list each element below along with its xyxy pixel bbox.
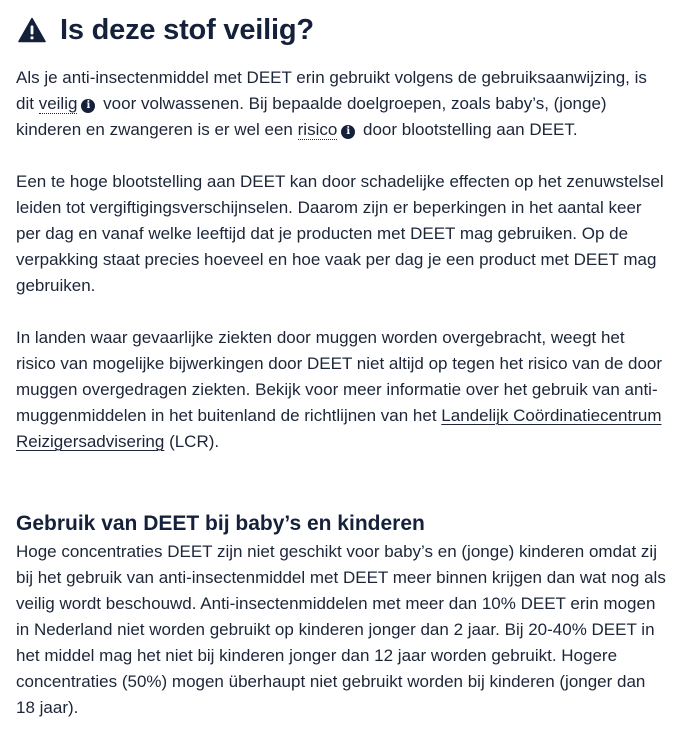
intro-paragraph <box>16 65 668 143</box>
subsection-title: Gebruik van DEET bij baby’s en kinderen <box>16 512 425 535</box>
page-title: Is deze stof veilig? <box>60 13 314 46</box>
section-header <box>16 0 668 60</box>
lcr-link[interactable]: Landelijk Coördinatiecentrum Reizigersadvisering <box>16 406 662 451</box>
subsection-header <box>16 509 668 539</box>
intro-text-3: door blootstelling aan DEET. <box>358 120 578 139</box>
spacer <box>16 143 668 169</box>
info-icon[interactable]: i <box>81 99 95 113</box>
exposure-paragraph: Een te hoge blootstelling aan DEET kan door schadelijke effecten op het zenuwstelsel leiden tot vergiftigingsverschijnselen. Daarom zijn er beperkingen in het aantal keer per dag en vanaf welke leeftijd dat je producten met DEET mag gebruiken. Op de verpakking staat precies hoeveel en hoe vaak per dag je een product met DEET mag gebruiken. <box>16 172 664 295</box>
travel-paragraph <box>16 325 668 455</box>
travel-text-2: (LCR). <box>164 432 220 451</box>
intro-text-2: voor volwassenen. Bij bepaalde doelgroepen, zoals baby’s, (jonge) kinderen en zwangeren is er wel een <box>16 94 607 139</box>
children-paragraph: Hoge concentraties DEET zijn niet geschikt voor baby’s en (jonge) kinderen omdat zij bij het gebruik van anti-insectenmiddel met DEET meer binnen krijgen dan wat nog als veilig wordt beschouwd. Anti-insectenmiddelen met meer dan 10% DEET erin mogen in Nederland niet worden gebruikt op kinderen jonger dan 2 jaar. Bij 20-40% DEET in het middel mag het niet bij kinderen jonger dan 12 jaar worden gebruikt. Hogere concentraties (50%) mogen überhaupt niet gebruikt worden bij kinderen (jonger dan 18 jaar). <box>16 542 666 717</box>
travel-text-1: In landen waar gevaarlijke ziekten door muggen worden overgebracht, weegt het risico van mogelijke bijwerkingen door DEET niet altijd op tegen het risico van de door muggen overgedragen ziekten. Bekijk voor meer informatie over het gebruik van anti-muggenmiddelen in het buitenland de richtlijnen van het <box>16 328 663 425</box>
term-risico[interactable]: risico <box>297 120 338 139</box>
term-veilig[interactable]: veilig <box>38 94 78 113</box>
info-icon[interactable]: i <box>341 125 355 139</box>
spacer <box>16 299 668 325</box>
intro-text-1: Als je anti-insectenmiddel met DEET erin gebruikt volgens de gebruiksaanwijzing, is dit <box>16 68 647 113</box>
warning-triangle-icon <box>18 17 46 43</box>
